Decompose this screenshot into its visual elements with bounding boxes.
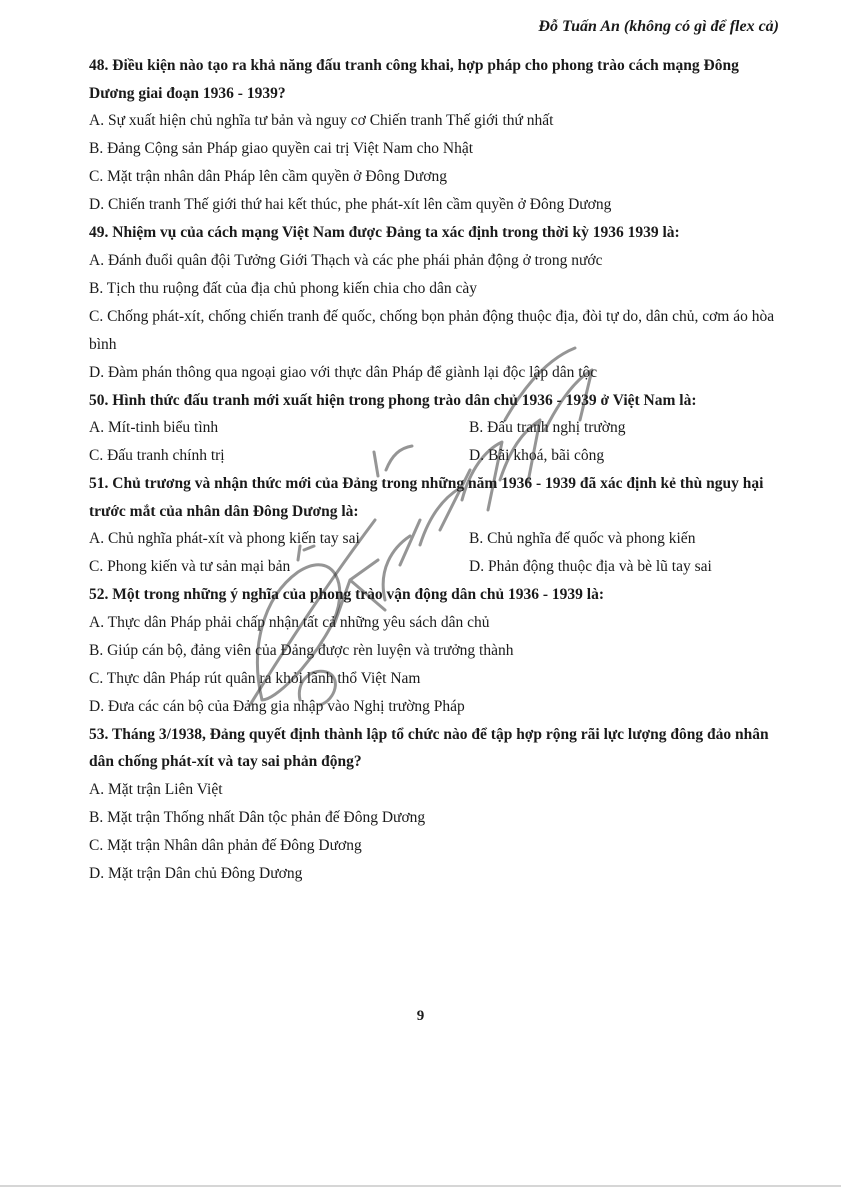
option-d: D. Mặt trận Dân chủ Đông Dương: [89, 864, 303, 882]
page-header-author-note: Đỗ Tuấn An (không có gì để flex cả): [538, 18, 779, 35]
page-bottom-edge: [0, 1185, 841, 1187]
option-row: [89, 414, 779, 442]
option-c: C. Thực dân Pháp rút quân ra khỏi lãnh thổ Việt Nam: [89, 669, 421, 687]
option-a: A. Sự xuất hiện chủ nghĩa tư bản và nguy cơ Chiến tranh Thế giới thứ nhất: [89, 112, 554, 129]
option-c: C. Đấu tranh chính trị: [89, 447, 225, 464]
option-c: C. Mặt trận Nhân dân phản đế Đông Dương: [89, 836, 362, 854]
question-block: [89, 581, 779, 721]
question-block: [89, 219, 779, 387]
option-a: A. Mặt trận Liên Việt: [89, 780, 223, 798]
question-block: [89, 470, 779, 581]
option-b: B. Mặt trận Thống nhất Dân tộc phản đế Đông Dương: [89, 808, 426, 826]
option-row: [89, 525, 779, 553]
option-d: D. Chiến tranh Thế giới thứ hai kết thúc, phe phát-xít lên cầm quyền ở Đông Dương: [89, 196, 612, 213]
question-block: [89, 387, 779, 471]
option-d: D. Đàm phán thông qua ngoại giao với thực dân Pháp để giành lại độc lập dân tộc: [89, 363, 598, 381]
option-b: B. Chủ nghĩa đế quốc và phong kiến: [469, 530, 696, 547]
option-a: A. Đánh đuổi quân đội Tưởng Giới Thạch và các phe phái phản động ở trong nước: [89, 251, 603, 269]
question-text: 50. Hình thức đấu tranh mới xuất hiện trong phong trào dân chủ 1936 - 1939 ở Việt Nam là:: [89, 391, 697, 409]
option-b: B. Giúp cán bộ, đảng viên của Đảng được rèn luyện và trưởng thành: [89, 641, 514, 659]
question-list: [89, 52, 779, 888]
option-c: C. Phong kiến và tư sản mại bản: [89, 558, 291, 575]
option-row: [89, 442, 779, 470]
option-c: C. Chống phát-xít, chống chiến tranh đế quốc, chống bọn phản động thuộc địa, đòi tự do, dân chủ, cơm áo hòa bình: [89, 307, 775, 353]
option-a: A. Chủ nghĩa phát-xít và phong kiến tay sai: [89, 530, 360, 547]
page-number: 9: [416, 1008, 425, 1024]
option-c: C. Mặt trận nhân dân Pháp lên cầm quyền ở Đông Dương: [89, 168, 447, 185]
question-text: 53. Tháng 3/1938, Đảng quyết định thành lập tổ chức nào để tập hợp rộng rãi lực lượng đông đảo nhân dân chống phát-xít và tay sai phản động?: [89, 725, 769, 770]
question-text: 52. Một trong những ý nghĩa của phong trào vận động dân chủ 1936 - 1939 là:: [89, 586, 605, 603]
option-b: B. Đảng Cộng sản Pháp giao quyền cai trị Việt Nam cho Nhật: [89, 140, 474, 157]
question-text: 49. Nhiệm vụ của cách mạng Việt Nam được Đảng ta xác định trong thời kỳ 1936 1939 là:: [89, 224, 680, 241]
option-a: A. Mít-tinh biểu tình: [89, 419, 219, 436]
option-b: B. Tịch thu ruộng đất của địa chủ phong kiến chia cho dân cày: [89, 279, 477, 297]
option-d: D. Phản động thuộc địa và bè lũ tay sai: [469, 558, 712, 575]
question-text: 48. Điều kiện nào tạo ra khả năng đấu tranh công khai, hợp pháp cho phong trào cách mạng Đông Dương giai đoạn 1936 - 1939?: [89, 57, 739, 102]
option-b: B. Đấu tranh nghị trường: [469, 419, 626, 436]
option-d: D. Bãi khoá, bãi công: [469, 447, 605, 464]
option-row: [89, 553, 779, 581]
option-a: A. Thực dân Pháp phải chấp nhận tất cả những yêu sách dân chủ: [89, 613, 490, 631]
question-block: [89, 52, 779, 219]
question-text: 51. Chủ trương và nhận thức mới của Đảng trong những năm 1936 - 1939 đã xác định kẻ thù nguy hại trước mắt của nhân dân Đông Dương là:: [89, 475, 764, 520]
question-block: [89, 721, 779, 888]
option-d: D. Đưa các cán bộ của Đảng gia nhập vào Nghị trường Pháp: [89, 697, 465, 715]
